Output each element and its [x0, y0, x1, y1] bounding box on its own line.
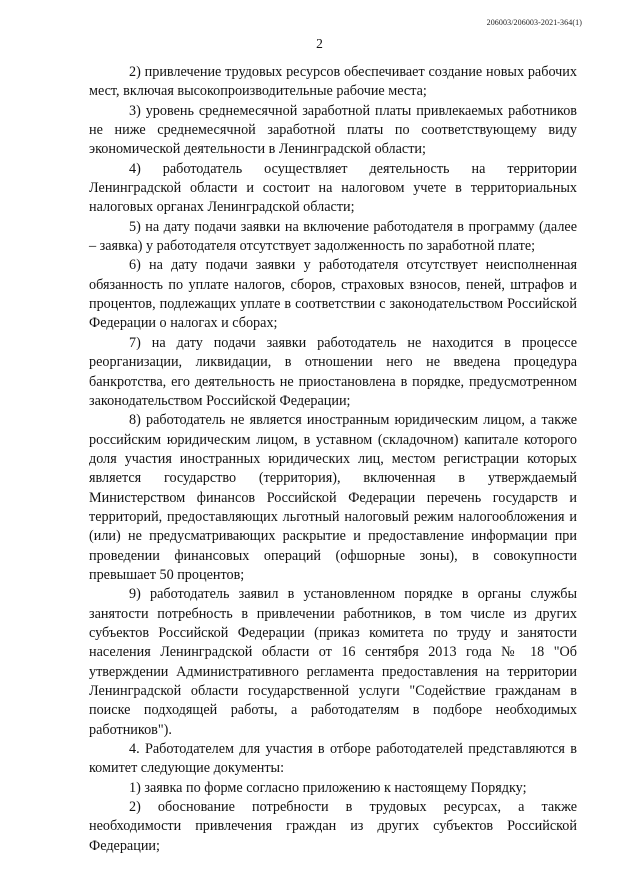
paragraph-item-3: 3) уровень среднемесячной заработной платы привлекаемых работников не ниже среднемесячной заработной платы по соответствующему виду экономической деятельности в Ленинградской области;	[89, 102, 577, 158]
paragraph-item-8: 8) работодатель не является иностранным юридическим лицом, а также российским юридическим лицом, в уставном (складочном) капитале которого доля участия иностранных юридических лиц, местом регистрации которых является государство (территория), включенная в утверждаемый Министерством финансов Российской Федерации перечень государств и территорий, предоставляющих льготный налоговый режим налогообложения и (или) не предусматривающих раскрытие и предоставление информации при проведении финансовых операций (офшорные зоны), в совокупности превышает 50 процентов;	[89, 412, 577, 583]
document-registration-code: 206003/206003-2021-364(1)	[486, 18, 582, 27]
document-list-item-2: 2) обоснование потребности в трудовых ресурсах, а также необходимости привлечения граждан из других субъектов Российской Федерации;	[89, 799, 577, 854]
section-4-heading: 4. Работодателем для участия в отборе работодателей представляются в комитет следующие документы:	[89, 741, 577, 777]
paragraph-item-6: 6) на дату подачи заявки у работодателя отсутствует неисполненная обязанность по уплате налогов, сборов, страховых взносов, пеней, штрафов и процентов, подлежащих уплате в соответствии с законодательством Российской Федерации о налогах и сборах;	[89, 257, 577, 332]
paragraph-item-5: 5) на дату подачи заявки на включение работодателя в программу (далее – заявка) у работодателя отсутствует задолженность по заработной плате;	[89, 218, 577, 255]
document-body	[89, 63, 577, 856]
paragraph-item-2: 2) привлечение трудовых ресурсов обеспечивает создание новых рабочих мест, включая высокопроизводительные рабочие места;	[89, 64, 577, 100]
paragraph-item-7: 7) на дату подачи заявки работодатель не находится в процессе реорганизации, ликвидации, в отношении него не введена процедура банкротства, его деятельность не приостановлена в порядке, предусмотренном законодательством Российской Федерации;	[89, 334, 577, 409]
page-number: 2	[316, 36, 323, 51]
document-list-item-1: 1) заявка по форме согласно приложению к настоящему Порядку;	[129, 779, 527, 796]
paragraph-item-9: 9) работодатель заявил в установленном порядке в органы службы занятости потребность в привлечении работников, в том числе из других субъектов Российской Федерации (приказ комитета по труду и занятости населения Ленинградской области от 16 сентября 2013 года № 18 "Об утверждении Административного регламента предоставления на территории Ленинградской области государственной услуги "Содействие гражданам в поиске подходящей работы, а работодателям в подборе необходимых работников").	[89, 586, 577, 738]
paragraph-item-4: 4) работодатель осуществляет деятельность на территории Ленинградской области и состоит на налоговом учете в территориальных налоговых органах Ленинградской области;	[89, 160, 577, 216]
